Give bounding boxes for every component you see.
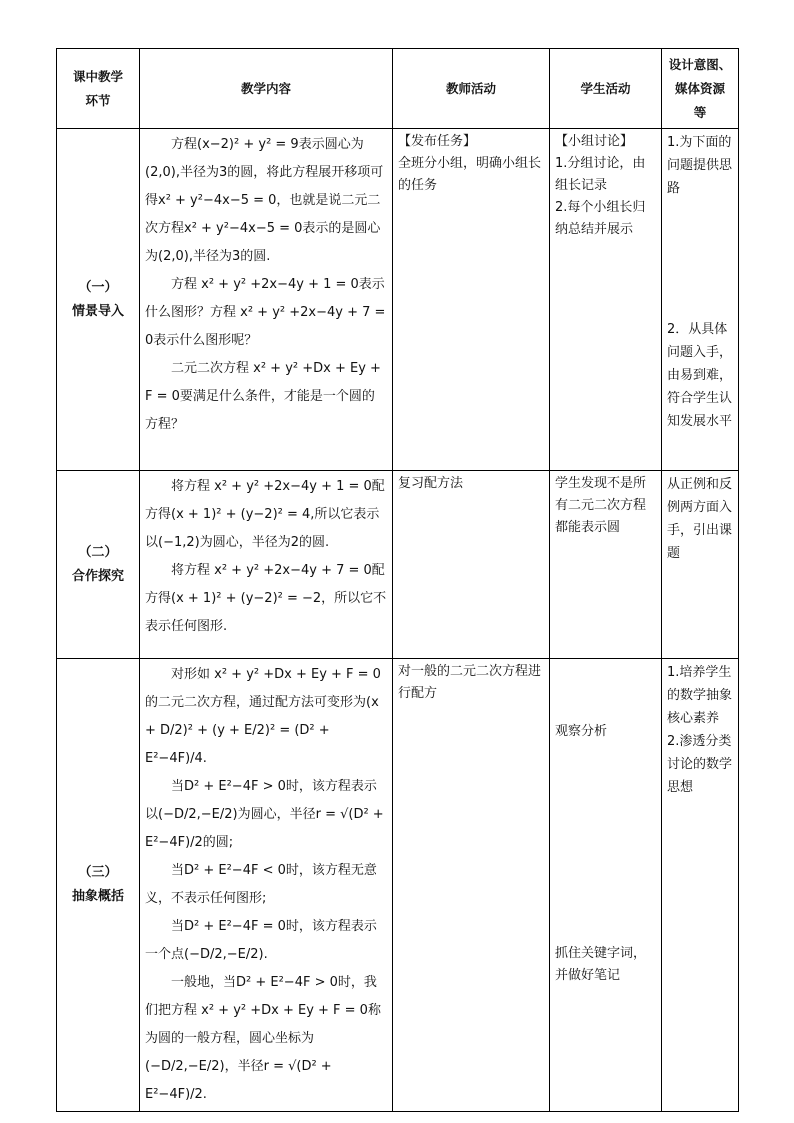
design-line: 1.培养学生的数学抽象核心素养 — [667, 665, 733, 726]
stage-cell — [57, 129, 140, 471]
header-stage-line2: 环节 — [85, 92, 111, 108]
design-cell — [662, 659, 739, 1112]
student-line: 【小组讨论】 — [555, 134, 634, 149]
content-cell — [140, 659, 393, 1112]
student-line: 1.分组讨论，由组长记录 — [555, 156, 646, 193]
header-teacher: 教师活动 — [393, 49, 550, 129]
content-paragraph: 将方程 x² + y² +2x−4y + 1 = 0配方得(x + 1)² + (y−2)² = 4,所以它表示以(−1,2)为圆心，半径为2的圆. — [145, 479, 385, 550]
table-row — [57, 129, 739, 471]
stage-number: （三） — [78, 865, 118, 880]
teacher-line: 对一般的二元二次方程进行配方 — [398, 664, 542, 701]
teacher-line: 全班分小组，明确小组长的任务 — [398, 156, 542, 193]
teacher-line: 复习配方法 — [398, 476, 464, 491]
stage-cell — [57, 471, 140, 659]
content-paragraph: 将方程 x² + y² +2x−4y + 7 = 0配方得(x + 1)² + (y−2)² = −2，所以它不表示任何图形. — [145, 563, 387, 634]
content-paragraph: 一般地，当D² + E²−4F > 0时，我们把方程 x² + y² +Dx + Ey + F = 0称为圆的一般方程，圆心坐标为(−D/2,−E/2)，半径r = √(D² + E²−4F)/2. — [145, 975, 381, 1102]
content-paragraph: 当D² + E²−4F > 0时，该方程表示以(−D/2,−E/2)为圆心，半径r = √(D² + E²−4F)/2的圆; — [145, 779, 384, 850]
content-cell — [140, 471, 393, 659]
design-line: 2.渗透分类讨论的数学思想 — [667, 734, 733, 795]
header-row — [57, 49, 739, 129]
teacher-cell — [393, 471, 550, 659]
content-paragraph: 方程 x² + y² +2x−4y + 1 = 0表示什么图形？方程 x² + y² +2x−4y + 7 = 0表示什么图形呢？ — [145, 277, 386, 348]
design-line: 从正例和反例两方面入手，引出课题 — [667, 477, 733, 561]
stage-number: （一） — [78, 279, 118, 295]
content-paragraph: 当D² + E²−4F = 0时，该方程表示一个点(−D/2,−E/2). — [145, 919, 377, 962]
student-cell — [550, 659, 662, 1112]
header-design-line2: 媒体资源 — [674, 80, 725, 96]
stage-cell — [57, 659, 140, 1112]
header-student: 学生活动 — [550, 49, 662, 129]
header-stage-line1: 课中教学 — [72, 68, 123, 84]
header-design — [662, 49, 739, 129]
content-paragraph: 二元二次方程 x² + y² +Dx + Ey + F = 0要满足什么条件，才能是一个圆的方程？ — [145, 361, 381, 432]
design-cell — [662, 129, 739, 471]
content-paragraph: 对形如 x² + y² +Dx + Ey + F = 0的二元二次方程，通过配方法可变形为(x + D/2)² + (y + E/2)² = (D² + E²−4F)/4. — [145, 667, 381, 766]
teacher-cell — [393, 659, 550, 1112]
stage-name: 情景导入 — [71, 303, 124, 319]
design-cell — [662, 471, 739, 659]
content-cell — [140, 129, 393, 471]
teacher-line: 【发布任务】 — [398, 134, 477, 149]
student-line: 2.每个小组长归纳总结并展示 — [555, 200, 646, 237]
design-line: 2．从具体问题入手，由易到难，符合学生认知发展水平 — [667, 322, 733, 429]
teacher-cell — [393, 129, 550, 471]
header-design-line3: 等 — [693, 104, 707, 120]
stage-name: 合作探究 — [71, 568, 124, 584]
student-line: 学生发现不是所有二元二次方程都能表示圆 — [555, 476, 647, 535]
design-line: 1.为下面的问题提供思路 — [667, 135, 733, 196]
header-design-line1: 设计意图、 — [668, 56, 732, 72]
student-cell — [550, 471, 662, 659]
lesson-plan-table — [56, 48, 739, 1112]
stage-number: （二） — [78, 544, 118, 560]
header-stage — [57, 49, 140, 129]
student-line: 抓住关键字词，并做好笔记 — [555, 946, 647, 983]
student-line: 观察分析 — [555, 724, 608, 739]
stage-name: 抽象概括 — [71, 889, 124, 904]
header-content: 教学内容 — [140, 49, 393, 129]
table-row — [57, 471, 739, 659]
table-row — [57, 659, 739, 1112]
content-paragraph: 方程(x−2)² + y² = 9表示圆心为(2,0),半径为3的圆，将此方程展开移项可得x² + y²−4x−5 = 0，也就是说二元二次方程x² + y²−4x−5 = 0表示的是圆心为(2,0),半径为3的圆. — [145, 137, 384, 264]
content-paragraph: 当D² + E²−4F < 0时，该方程无意义，不表示任何图形; — [145, 863, 377, 906]
student-cell — [550, 129, 662, 471]
